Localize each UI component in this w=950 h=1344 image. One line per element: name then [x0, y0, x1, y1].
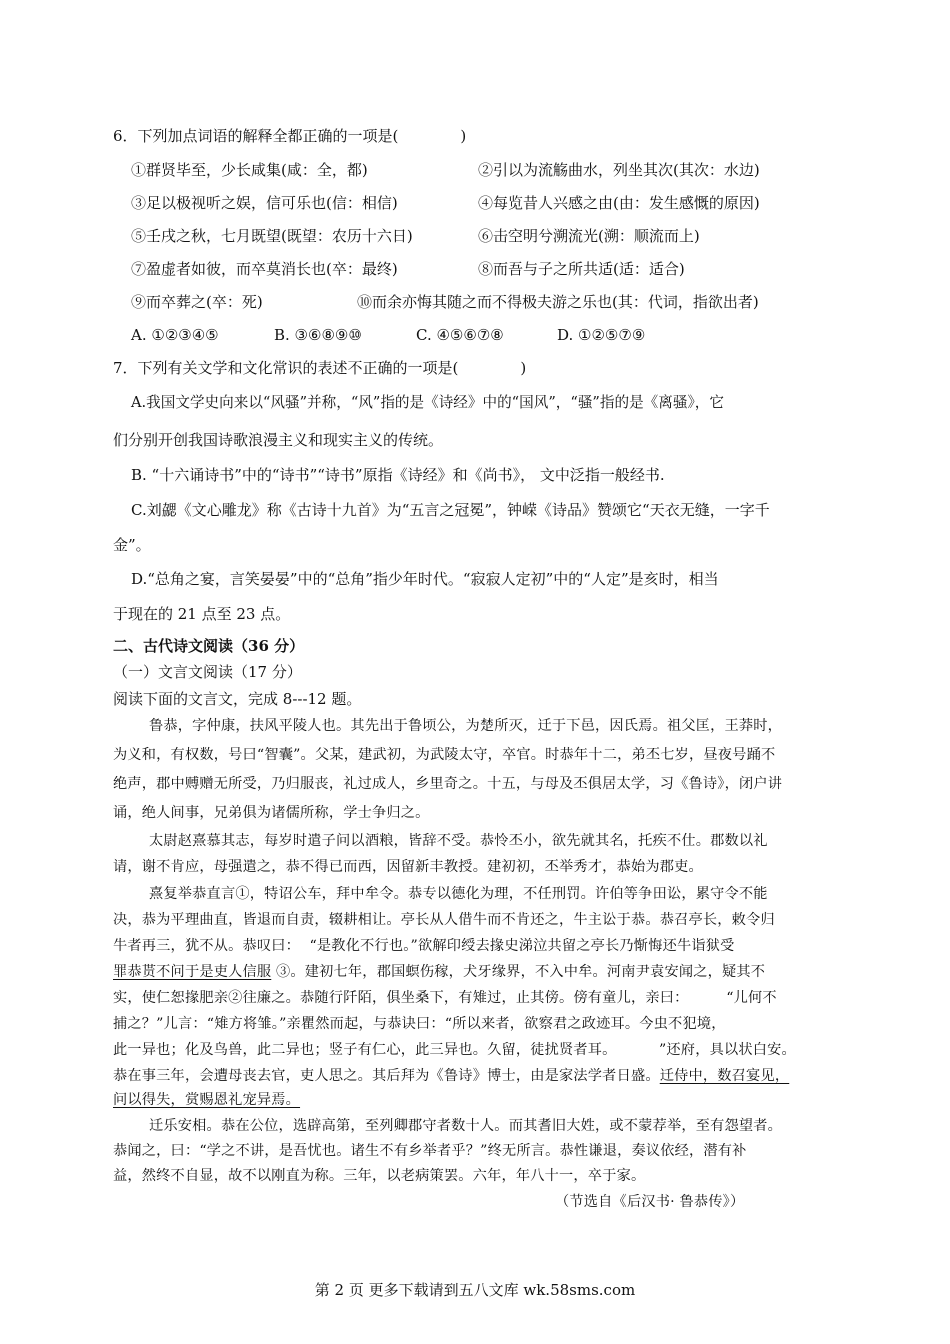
passage-p2-line1: 太尉赵熹慕其志，每岁时遣子问以酒粮，皆辞不受。恭怜丕小，欲先就其名，托疾不仕。郡数以礼: [149, 833, 768, 849]
passage-p1-line4: 诵，绝人间事，兄弟俱为诸儒所称，学士争归之。: [113, 805, 430, 821]
passage-p1-line2: 为义和，有权数，号曰“智囊”。父某，建武初，为武陵太守，卒官。时恭年十二，弟丕七岁，昼夜号踊不: [113, 747, 776, 763]
passage-p3-line3: [113, 936, 735, 956]
q7-option-b: B. “十六诵诗书”中的“诗书”“诗书”原指《诗经》和《尚书》， 文中泛指一般经书.: [131, 466, 665, 484]
q7-stem: [113, 358, 526, 378]
q7-option-c-line1: C.刘勰《文心雕龙》称《古诗十九首》为“五言之冠冕”，钟嵘《诗品》赞颂它“天衣无缝，一字千: [131, 501, 770, 519]
q6-item-4: ④每览昔人兴感之由(由：发生感慨的原因): [478, 194, 760, 212]
q7-option-d-line2: 于现在的 21 点至 23 点。: [113, 605, 291, 623]
passage-p3-line5: [113, 988, 777, 1008]
passage-p3-line4-b: ③。建初七年，郡国螟伤稼，犬牙缘界，不入中牟。河南尹袁安闻之，疑其不: [275, 964, 766, 980]
underlined-sentence-2: 迁侍中，数召宴见，: [659, 1068, 790, 1084]
section-instruction: 阅读下面的文言文，完成 8---12 题。: [113, 690, 362, 708]
q6-stem-close: ): [460, 127, 467, 145]
passage-p3-line8-a: 恭在事三年，会遭母丧去官，吏人思之。其后拜为《鲁诗》博士，由是家法学者日盛。: [113, 1068, 660, 1084]
passage-p3-line2: 决，恭为平理曲直，皆退而自责，辍耕相让。亭长从人借牛而不肯还之，牛主讼于恭。恭召亭长，敕令归: [113, 912, 775, 928]
q7-option-a-line1: A.我国文学史向来以“风骚”并称，“风”指的是《诗经》中的“国风”，“骚”指的是《离骚》，它: [131, 394, 724, 411]
passage-p3-line6: 捕之？”儿言：“雉方将雏。”亲瞿然而起，与恭诀曰：“所以来者，欲察君之政迹耳。今虫不犯境，: [113, 1016, 726, 1032]
q7-stem-text: 7．下列有关文学和文化常识的表述不正确的一项是(: [113, 359, 459, 377]
passage-p3-line5-b: “儿何不: [726, 990, 777, 1006]
q6-item-5: ⑤壬戌之秋，七月既望(既望：农历十六日): [131, 227, 413, 245]
q6-item-8: ⑧而吾与子之所共适(适：适合): [478, 260, 685, 278]
q6-item-1: ①群贤毕至，少长咸集(咸：全，都): [131, 161, 368, 179]
passage-p1-line3: 绝声，郡中赙赠无所受，乃归服丧，礼过成人，乡里奇之。十五，与母及丕俱居太学，习《鲁诗》，闭户讲: [113, 776, 783, 792]
q6-item-6: ⑥击空明兮溯流光(溯：顺流而上): [478, 227, 700, 245]
q6-item-3: ③足以极视听之娱，信可乐也(信：相信): [131, 194, 398, 212]
q6-item-2: ②引以为流觞曲水，列坐其次(其次：水边): [478, 161, 760, 179]
passage-p4-line3: 益，然终不自显，故不以刚直为称。三年，以老病策罢。六年，年八十一，卒于家。: [113, 1168, 646, 1184]
q6-item-10: ⑩而余亦悔其随之而不得极夫游之乐也(其：代词，指欲出者): [357, 293, 759, 311]
passage-p4-line1: 迁乐安相。恭在公位，选辟高第，至列卿郡守者数十人。而其耆旧大姓，或不蒙荐举，至有怨望者。: [149, 1118, 783, 1134]
q6-stem-text: 6．下列加点词语的解释全都正确的一项是(: [113, 127, 399, 145]
q7-option-a-line2: 们分别开创我国诗歌浪漫主义和现实主义的传统。: [113, 431, 444, 449]
q7-option-d-line1: D.“总角之宴，言笑晏晏”中的“总角”指少年时代。“寂寂人定初”中的“人定”是亥时，相当: [131, 570, 719, 588]
q6-choice-d: D. ①②⑤⑦⑨: [557, 326, 646, 344]
passage-p3-line4: [113, 962, 765, 982]
passage-p3-line5-a: 实，使仁恕掾肥亲②往廉之。恭随行阡陌，俱坐桑下，有雉过，止其傍。傍有童儿，亲曰：: [113, 990, 689, 1006]
passage-p4-line2: 恭闻之，曰：“学之不讲，是吾忧也。诸生不有乡举者乎？”终无所言。恭性谦退，奏议依经，潜有补: [113, 1143, 747, 1159]
q7-stem-close: ): [520, 359, 527, 377]
q6-choice-a: A. ①②③④⑤: [131, 326, 219, 344]
passage-p3-line3-a: 牛者再三，犹不从。恭叹曰：: [113, 938, 301, 954]
q6-choice-c: C. ④⑤⑥⑦⑧: [416, 326, 504, 344]
section-title: 二、古代诗文阅读（36 分）: [113, 637, 305, 655]
q6-item-9: ⑨而卒葬之(卒：死): [131, 293, 263, 311]
underlined-sentence: 罪恭贳不问于是吏人信服: [113, 964, 272, 980]
passage-p3-line3-b: “是教化不行也。”欲解印绶去掾史涕泣共留之亭长乃惭悔还牛诣狱受: [309, 938, 735, 954]
underlined-sentence-2-cont: 问以得失，赏赐恩礼宠异焉。: [113, 1092, 301, 1108]
passage-source: （节选自《后汉书· 鲁恭传》）: [555, 1194, 745, 1210]
q6-item-7: ⑦盈虚者如彼，而卒莫消长也(卒：最终): [131, 260, 398, 278]
passage-p3-line7-a: 此一异也；化及鸟兽，此二异也；竖子有仁心，此三异也。久留，徒扰贤者耳。: [113, 1042, 617, 1058]
passage-p3-line7: [113, 1040, 796, 1060]
passage-p3-line9: [113, 1090, 300, 1110]
page-footer: 第 2 页 更多下载请到五八文库 wk.58sms.com: [314, 1281, 636, 1299]
q7-option-c-line2: 金”。: [113, 536, 151, 554]
passage-p3-line7-b: ”还府，具以状白安。: [658, 1042, 796, 1058]
q6-stem: [113, 126, 466, 146]
passage-p3-line1: 熹复举恭直言①，特诏公车，拜中牟令。恭专以德化为理，不任刑罚。许伯等争田讼，累守令不能: [149, 886, 768, 902]
passage-p1-line1: 鲁恭，字仲康，扶风平陵人也。其先出于鲁顷公，为楚所灭，迁于下邑，因氏焉。祖父匡，王莽时，: [149, 718, 783, 734]
passage-p3-line8: [113, 1066, 789, 1086]
q6-choice-b: B. ③⑥⑧⑨⑩: [274, 326, 362, 344]
section-subtitle: （一）文言文阅读（17 分）: [113, 663, 302, 681]
passage-p2-line2: 请，谢不肯应，母强遣之，恭不得已而西，因留新丰教授。建初初，丕举秀才，恭始为郡吏。: [113, 859, 703, 875]
